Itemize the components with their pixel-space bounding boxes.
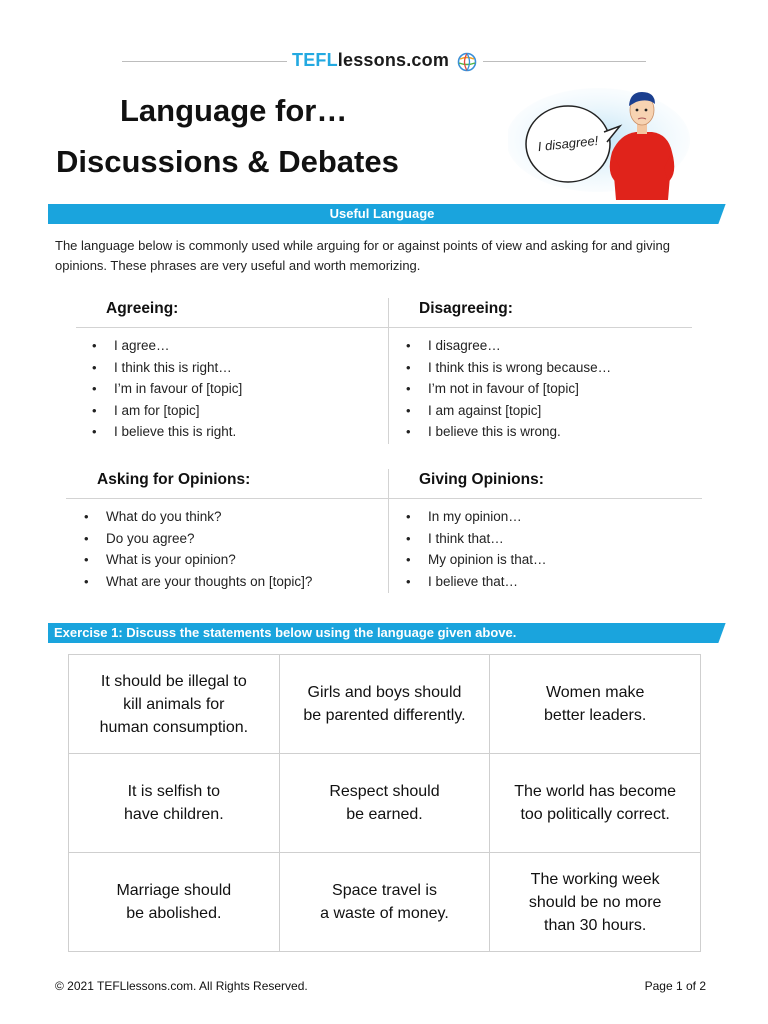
list-item: • Do you agree? xyxy=(84,528,379,550)
list-item: • My opinion is that… xyxy=(406,549,706,571)
statement-cell: It should be illegal to kill animals for human consumption. xyxy=(69,655,280,754)
list-item: • I believe that… xyxy=(406,571,706,593)
list-item: • What is your opinion? xyxy=(84,549,379,571)
divider xyxy=(66,498,702,499)
list-item: • I think that… xyxy=(406,528,706,550)
list-item: • I’m not in favour of [topic] xyxy=(406,378,706,400)
asking-opinions-list xyxy=(84,506,379,592)
page-number: Page 1 of 2 xyxy=(644,979,706,993)
page-title-line1: Language for… xyxy=(120,93,348,128)
list-item: • What are your thoughts on [topic]? xyxy=(84,571,379,593)
list-item: • I think this is wrong because… xyxy=(406,357,706,379)
list-item: • I think this is right… xyxy=(92,357,377,379)
exercise-1-bar: Exercise 1: Discuss the statements below using the language given above. xyxy=(48,623,716,643)
statements-grid xyxy=(68,654,701,952)
page-title-line2: Discussions & Debates xyxy=(56,144,399,179)
table-row xyxy=(69,655,701,754)
speech-bubble-text: I disagree! xyxy=(537,132,599,155)
site-logo: TEFLlessons.com xyxy=(292,50,450,70)
list-item: • In my opinion… xyxy=(406,506,706,528)
logo-rule-right xyxy=(483,61,646,62)
agreeing-list xyxy=(92,335,377,443)
useful-language-bar: Useful Language xyxy=(48,204,716,224)
divider xyxy=(76,327,692,328)
list-item: • I agree… xyxy=(92,335,377,357)
statement-cell: It is selfish to have children. xyxy=(69,754,280,853)
divider xyxy=(388,469,389,593)
list-item: • I disagree… xyxy=(406,335,706,357)
giving-opinions-list xyxy=(406,506,706,592)
logo-rule-left xyxy=(122,61,287,62)
copyright-text: © 2021 TEFLlessons.com. All Rights Reserved. xyxy=(55,979,308,993)
statement-cell: The working week should be no more than 30 hours. xyxy=(490,853,701,952)
statement-cell: Space travel is a waste of money. xyxy=(279,853,490,952)
asking-opinions-heading: Asking for Opinions: xyxy=(97,471,251,488)
list-item: • What do you think? xyxy=(84,506,379,528)
disagreeing-heading: Disagreeing: xyxy=(419,300,513,317)
table-row xyxy=(69,754,701,853)
list-item: • I’m in favour of [topic] xyxy=(92,378,377,400)
statement-cell: The world has become too politically correct. xyxy=(490,754,701,853)
agreeing-heading: Agreeing: xyxy=(106,300,179,317)
list-item: • I believe this is wrong. xyxy=(406,421,706,443)
statement-cell: Women make better leaders. xyxy=(490,655,701,754)
list-item: • I believe this is right. xyxy=(92,421,377,443)
intro-paragraph: The language below is commonly used while arguing for or against points of view and asking for and giving opinions. These phrases are very useful and worth memorizing. xyxy=(55,238,670,273)
disagreeing-list xyxy=(406,335,706,443)
table-row xyxy=(69,853,701,952)
globe-icon xyxy=(457,52,477,72)
statement-cell: Respect should be earned. xyxy=(279,754,490,853)
list-item: • I am against [topic] xyxy=(406,400,706,422)
divider xyxy=(388,298,389,444)
list-item: • I am for [topic] xyxy=(92,400,377,422)
giving-opinions-heading: Giving Opinions: xyxy=(419,471,544,488)
statement-cell: Girls and boys should be parented differently. xyxy=(279,655,490,754)
statement-cell: Marriage should be abolished. xyxy=(69,853,280,952)
